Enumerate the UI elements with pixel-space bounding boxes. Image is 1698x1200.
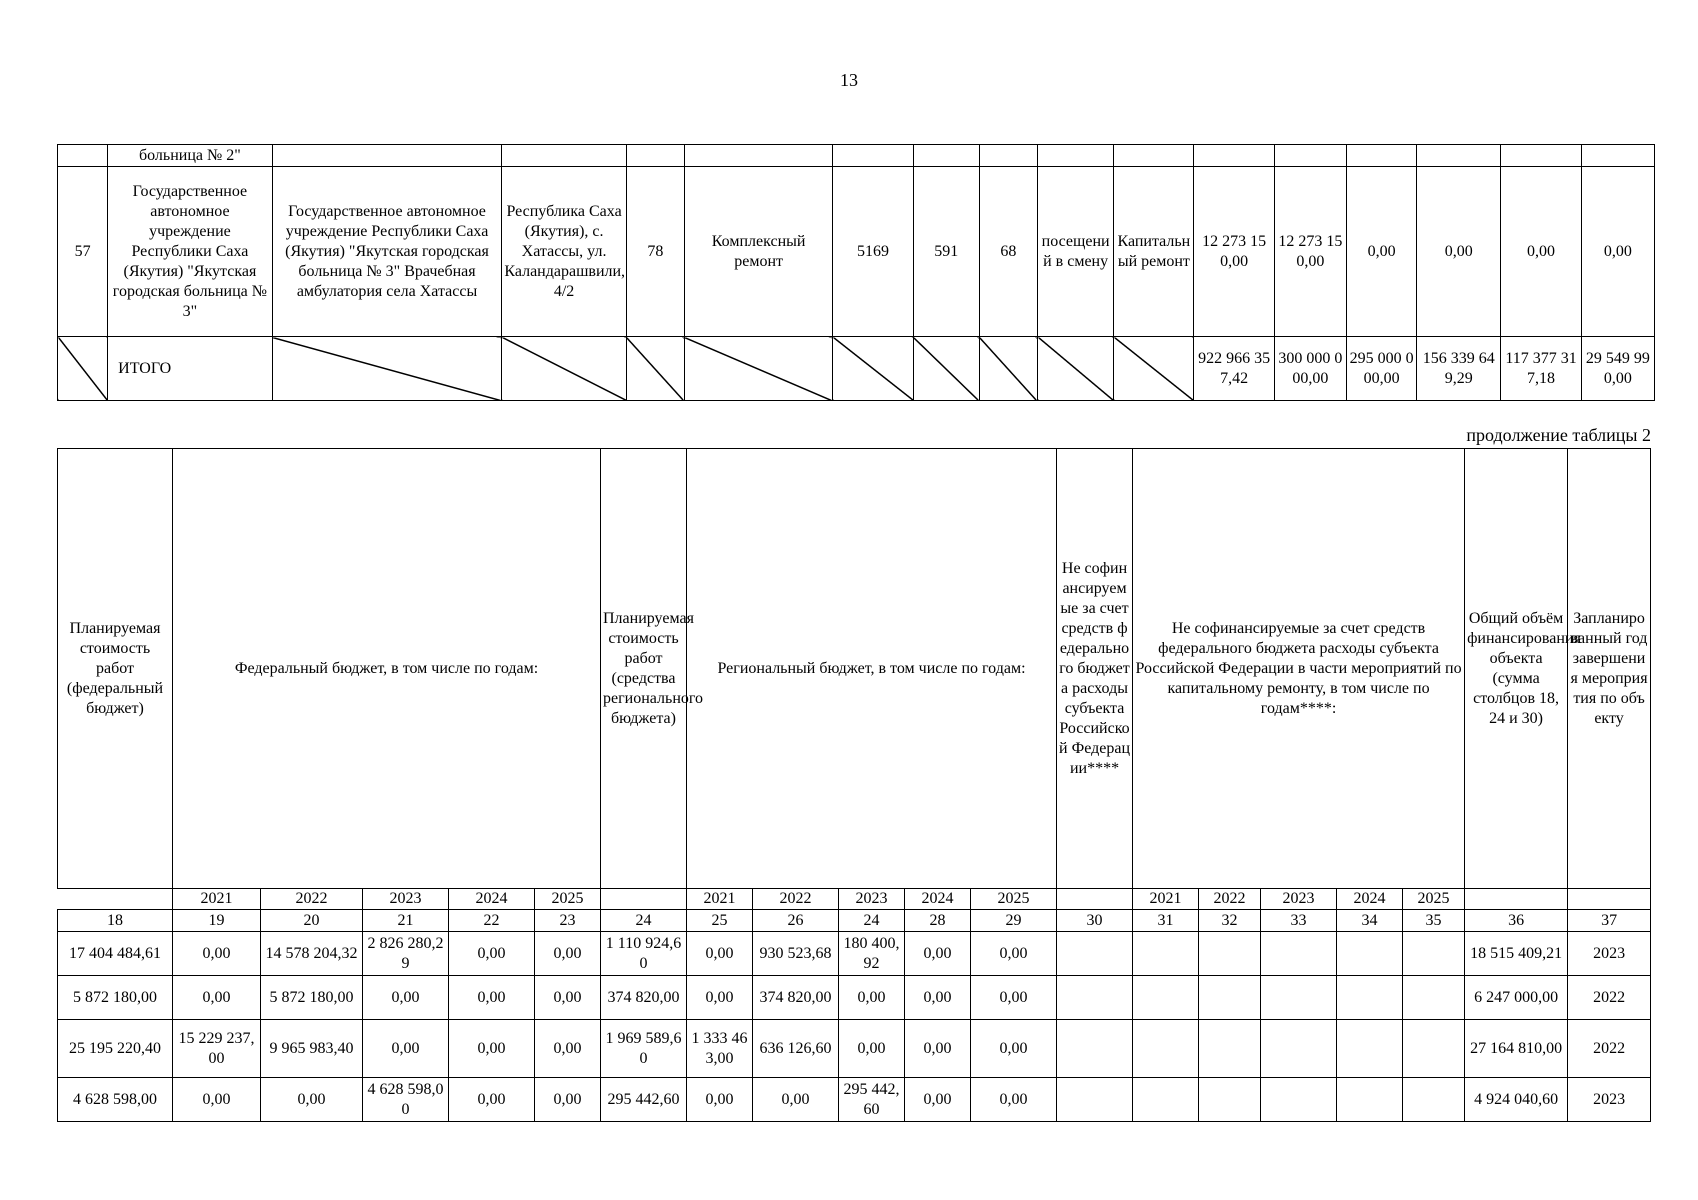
table-cell: 0,00 — [535, 1020, 601, 1078]
diagonal-cell — [1038, 337, 1114, 401]
col-number: 23 — [535, 910, 601, 932]
top-table — [57, 144, 1655, 401]
cell: 12 273 150,00 — [1274, 167, 1346, 337]
table-cell: 2022 — [1568, 1020, 1651, 1078]
diagonal-cell — [272, 337, 502, 401]
col-number: 34 — [1337, 910, 1403, 932]
col-number: 25 — [687, 910, 753, 932]
cell: 295 000 000,00 — [1346, 337, 1416, 401]
header-planned-federal: Планируемая стоимость работ (федеральный бюджет) — [58, 449, 173, 889]
table-cell: 2023 — [1568, 1078, 1651, 1122]
table-cell: 0,00 — [687, 932, 753, 976]
year-cell: 2025 — [535, 889, 601, 910]
header-total-financing: Общий объём финансирования объекта (сумма столбцов 18, 24 и 30) — [1465, 449, 1568, 889]
year-cell: 2025 — [1403, 889, 1465, 910]
prev-row — [58, 145, 1655, 167]
cell: 0,00 — [1501, 167, 1581, 337]
table-cell — [1261, 1020, 1337, 1078]
table-cell — [1403, 1020, 1465, 1078]
table-cell: 0,00 — [449, 932, 535, 976]
year-cell: 2024 — [449, 889, 535, 910]
data-rows — [58, 932, 1651, 1122]
col-number: 20 — [261, 910, 363, 932]
table-cell: 0,00 — [261, 1078, 363, 1122]
cell: 922 966 357,42 — [1194, 337, 1274, 401]
diagonal-cell — [833, 337, 913, 401]
table-cell: 2022 — [1568, 976, 1651, 1020]
table-cell — [1337, 976, 1403, 1020]
col-number: 24 — [601, 910, 687, 932]
diagonal-cell — [626, 337, 684, 401]
cell: 156 339 649,29 — [1417, 337, 1501, 401]
table-cell — [1057, 976, 1133, 1020]
col-number: 36 — [1465, 910, 1568, 932]
year-cell: 2022 — [1199, 889, 1261, 910]
header-row — [58, 449, 1651, 889]
cell: 300 000 000,00 — [1274, 337, 1346, 401]
table-cell — [1337, 1078, 1403, 1122]
cell: 0,00 — [1581, 167, 1654, 337]
table-cell: 1 333 463,00 — [687, 1020, 753, 1078]
diagonal-cell — [979, 337, 1037, 401]
bottom-table — [57, 448, 1651, 1122]
table-cell: 2023 — [1568, 932, 1651, 976]
table-cell: 0,00 — [363, 976, 449, 1020]
table-cell — [1403, 932, 1465, 976]
table-cell: 636 126,60 — [753, 1020, 839, 1078]
table-cell: 15 229 237,00 — [173, 1020, 261, 1078]
table-cell — [1133, 1020, 1199, 1078]
table-cell — [1133, 1078, 1199, 1122]
col-number: 31 — [1133, 910, 1199, 932]
table-cell: 6 247 000,00 — [1465, 976, 1568, 1020]
continuation-label: продолжение таблицы 2 — [1466, 425, 1651, 445]
table-cell — [1199, 1078, 1261, 1122]
table-cell — [1057, 1078, 1133, 1122]
table-row — [58, 1078, 1651, 1122]
table-cell: 0,00 — [535, 1078, 601, 1122]
table-cell: 0,00 — [905, 932, 971, 976]
table-cell — [1199, 976, 1261, 1020]
year-cell: 2021 — [173, 889, 261, 910]
year-cell: 2025 — [971, 889, 1057, 910]
cell: 12 273 150,00 — [1194, 167, 1274, 337]
table-cell: 0,00 — [535, 932, 601, 976]
table-cell: 5 872 180,00 — [261, 976, 363, 1020]
cell: 117 377 317,18 — [1501, 337, 1581, 401]
table-row — [58, 1020, 1651, 1078]
table-cell: 9 965 983,40 — [261, 1020, 363, 1078]
table-cell: 374 820,00 — [753, 976, 839, 1020]
col-number: 18 — [58, 910, 173, 932]
table-cell: 180 400,92 — [839, 932, 905, 976]
cell: 68 — [979, 167, 1037, 337]
col-number: 22 — [449, 910, 535, 932]
header-regional-budget: Региональный бюджет, в том числе по годам: — [687, 449, 1057, 889]
table-cell: 0,00 — [905, 1020, 971, 1078]
table-cell — [1403, 1078, 1465, 1122]
table-cell: 0,00 — [753, 1078, 839, 1122]
header-federal-budget: Федеральный бюджет, в том числе по годам: — [173, 449, 601, 889]
year-cell: 2023 — [1261, 889, 1337, 910]
header-nonco-total: Не софинансируемые за счет средств федерального бюджета расходы субъекта Российской Федерации**** — [1057, 449, 1133, 889]
cell: посещений в смену — [1038, 167, 1114, 337]
table-cell — [1261, 1078, 1337, 1122]
table-cell: 0,00 — [839, 1020, 905, 1078]
cell: Государственное автономное учреждение Республики Саха (Якутия) "Якутская городская больница № 3" — [108, 167, 273, 337]
cell: 0,00 — [1417, 167, 1501, 337]
diagonal-cell — [913, 337, 979, 401]
cell: Республика Саха (Якутия), с. Хатассы, ул. Каландарашвили, 4/2 — [502, 167, 626, 337]
col-number: 37 — [1568, 910, 1651, 932]
table-cell: 17 404 484,61 — [58, 932, 173, 976]
total-row — [58, 337, 1655, 401]
table-cell: 0,00 — [173, 976, 261, 1020]
table-cell — [1261, 976, 1337, 1020]
table-cell: 25 195 220,40 — [58, 1020, 173, 1078]
table-cell: 295 442,60 — [839, 1078, 905, 1122]
table-cell: 0,00 — [971, 976, 1057, 1020]
table-cell: 0,00 — [971, 1078, 1057, 1122]
row-57 — [58, 167, 1655, 337]
table-cell: 0,00 — [535, 976, 601, 1020]
table-cell: 0,00 — [905, 1078, 971, 1122]
table-cell: 0,00 — [449, 1020, 535, 1078]
col-number: 29 — [971, 910, 1057, 932]
col-number: 35 — [1403, 910, 1465, 932]
page-number: 13 — [840, 70, 858, 90]
table-cell: 374 820,00 — [601, 976, 687, 1020]
table-cell: 0,00 — [449, 976, 535, 1020]
table-cell — [1403, 976, 1465, 1020]
table-cell: 0,00 — [363, 1020, 449, 1078]
cell: Государственное автономное учреждение Республики Саха (Якутия) "Якутская городская больница № 3" Врачебная амбулатория села Хатассы — [272, 167, 502, 337]
table-cell: 14 578 204,32 — [261, 932, 363, 976]
col-number: 33 — [1261, 910, 1337, 932]
table-cell — [1133, 976, 1199, 1020]
table-cell: 1 110 924,60 — [601, 932, 687, 976]
table-cell: 18 515 409,21 — [1465, 932, 1568, 976]
table-cell: 0,00 — [839, 976, 905, 1020]
cell: 5169 — [833, 167, 913, 337]
column-numbers-row — [58, 910, 1651, 932]
table-cell: 0,00 — [173, 1078, 261, 1122]
header-planned-regional: Планируемая стоимость работ (средства регионального бюджета) — [601, 449, 687, 889]
year-cell: 2021 — [687, 889, 753, 910]
table-cell: 0,00 — [687, 1078, 753, 1122]
table-cell: 0,00 — [687, 976, 753, 1020]
cell: 78 — [626, 167, 684, 337]
table-cell — [1261, 932, 1337, 976]
table-cell: 27 164 810,00 — [1465, 1020, 1568, 1078]
year-cell: 2023 — [839, 889, 905, 910]
col-number: 32 — [1199, 910, 1261, 932]
table-cell — [1337, 932, 1403, 976]
table-cell: 0,00 — [971, 932, 1057, 976]
table-cell: 0,00 — [173, 932, 261, 976]
total-label: ИТОГО — [108, 337, 273, 401]
table-cell — [1199, 932, 1261, 976]
table-cell: 295 442,60 — [601, 1078, 687, 1122]
prev-row-text: больница № 2" — [108, 145, 273, 167]
table-cell: 1 969 589,60 — [601, 1020, 687, 1078]
cell: Комплексный ремонт — [684, 167, 832, 337]
years-row — [58, 889, 1651, 910]
table-cell: 0,00 — [905, 976, 971, 1020]
year-cell: 2024 — [1337, 889, 1403, 910]
cell: 29 549 990,00 — [1581, 337, 1654, 401]
diagonal-cell — [1114, 337, 1194, 401]
year-cell: 2022 — [753, 889, 839, 910]
table-cell: 0,00 — [971, 1020, 1057, 1078]
table-cell — [1057, 932, 1133, 976]
year-cell: 2022 — [261, 889, 363, 910]
table-cell: 2 826 280,29 — [363, 932, 449, 976]
year-cell: 2023 — [363, 889, 449, 910]
year-cell: 2024 — [905, 889, 971, 910]
cell: 0,00 — [1346, 167, 1416, 337]
col-number: 30 — [1057, 910, 1133, 932]
col-number: 28 — [905, 910, 971, 932]
table-cell: 4 628 598,00 — [58, 1078, 173, 1122]
header-completion-year: Запланированный год завершения мероприятия по объекту — [1568, 449, 1651, 889]
col-number: 19 — [173, 910, 261, 932]
table-cell: 4 924 040,60 — [1465, 1078, 1568, 1122]
table-cell — [1057, 1020, 1133, 1078]
table-cell: 0,00 — [449, 1078, 535, 1122]
cell: 57 — [58, 167, 108, 337]
diagonal-cell — [684, 337, 832, 401]
col-number: 21 — [363, 910, 449, 932]
table-cell — [1199, 1020, 1261, 1078]
cell: Капитальный ремонт — [1114, 167, 1194, 337]
header-nonco-years: Не софинансируемые за счет средств федерального бюджета расходы субъекта Российской Федерации в части мероприятий по капитальному ремонту, в том числе по годам****: — [1133, 449, 1465, 889]
diagonal-cell — [502, 337, 626, 401]
table-cell: 930 523,68 — [753, 932, 839, 976]
table-row — [58, 932, 1651, 976]
year-cell: 2021 — [1133, 889, 1199, 910]
col-number: 24 — [839, 910, 905, 932]
col-number: 26 — [753, 910, 839, 932]
table-row — [58, 976, 1651, 1020]
table-cell — [1133, 932, 1199, 976]
cell: 591 — [913, 167, 979, 337]
diagonal-cell — [58, 337, 108, 401]
table-cell: 5 872 180,00 — [58, 976, 173, 1020]
table-cell: 4 628 598,00 — [363, 1078, 449, 1122]
table-cell — [1337, 1020, 1403, 1078]
